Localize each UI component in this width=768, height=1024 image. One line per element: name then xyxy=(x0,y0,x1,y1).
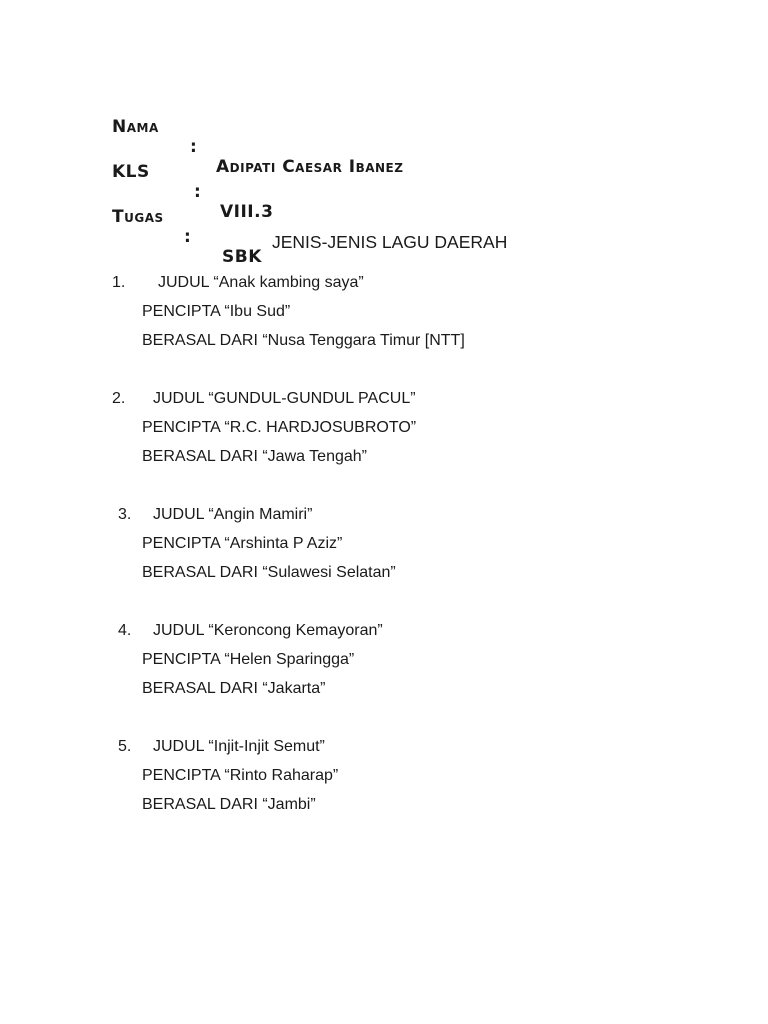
tugas-value: SBK xyxy=(222,247,262,267)
song-composer: PENCIPTA “R.C. HARDJOSUBROTO” xyxy=(142,419,417,436)
song-title: JUDUL “Injit-Injit Semut” xyxy=(153,738,325,755)
song-title: JUDUL “Keroncong Kemayoran” xyxy=(153,622,383,639)
song-number: 2. xyxy=(112,390,126,407)
song-origin: BERASAL DARI “Sulawesi Selatan” xyxy=(142,564,396,581)
song-number: 5. xyxy=(118,738,132,755)
song-composer: PENCIPTA “Helen Sparingga” xyxy=(142,651,355,668)
song-origin: BERASAL DARI “Nusa Tenggara Timur [NTT] xyxy=(142,332,465,349)
song-composer: PENCIPTA “Ibu Sud” xyxy=(142,303,291,320)
kls-value: VIII.3 xyxy=(220,202,274,222)
song-origin: BERASAL DARI “Jawa Tengah” xyxy=(142,448,367,465)
nama-value: Adipati Caesar Ibanez xyxy=(216,157,404,177)
page-title: JENIS-JENIS LAGU DAERAH xyxy=(272,232,508,252)
tugas-label: Tugas xyxy=(112,207,164,227)
song-origin: BERASAL DARI “Jakarta” xyxy=(142,680,326,697)
song-number: 4. xyxy=(118,622,132,639)
kls-label: KLS xyxy=(112,162,150,182)
nama-label: Nama xyxy=(112,117,159,137)
song-composer: PENCIPTA “Arshinta P Aziz” xyxy=(142,535,343,552)
tugas-colon: : xyxy=(184,227,192,247)
nama-colon: : xyxy=(190,137,198,157)
kls-colon: : xyxy=(194,182,202,202)
song-number: 3. xyxy=(118,506,132,523)
song-origin: BERASAL DARI “Jambi” xyxy=(142,796,316,813)
song-title: JUDUL “Anak kambing saya” xyxy=(158,274,364,291)
song-number: 1. xyxy=(112,274,126,291)
song-title: JUDUL “Angin Mamiri” xyxy=(153,506,313,523)
song-title: JUDUL “GUNDUL-GUNDUL PACUL” xyxy=(153,390,416,407)
song-composer: PENCIPTA “Rinto Raharap” xyxy=(142,767,339,784)
